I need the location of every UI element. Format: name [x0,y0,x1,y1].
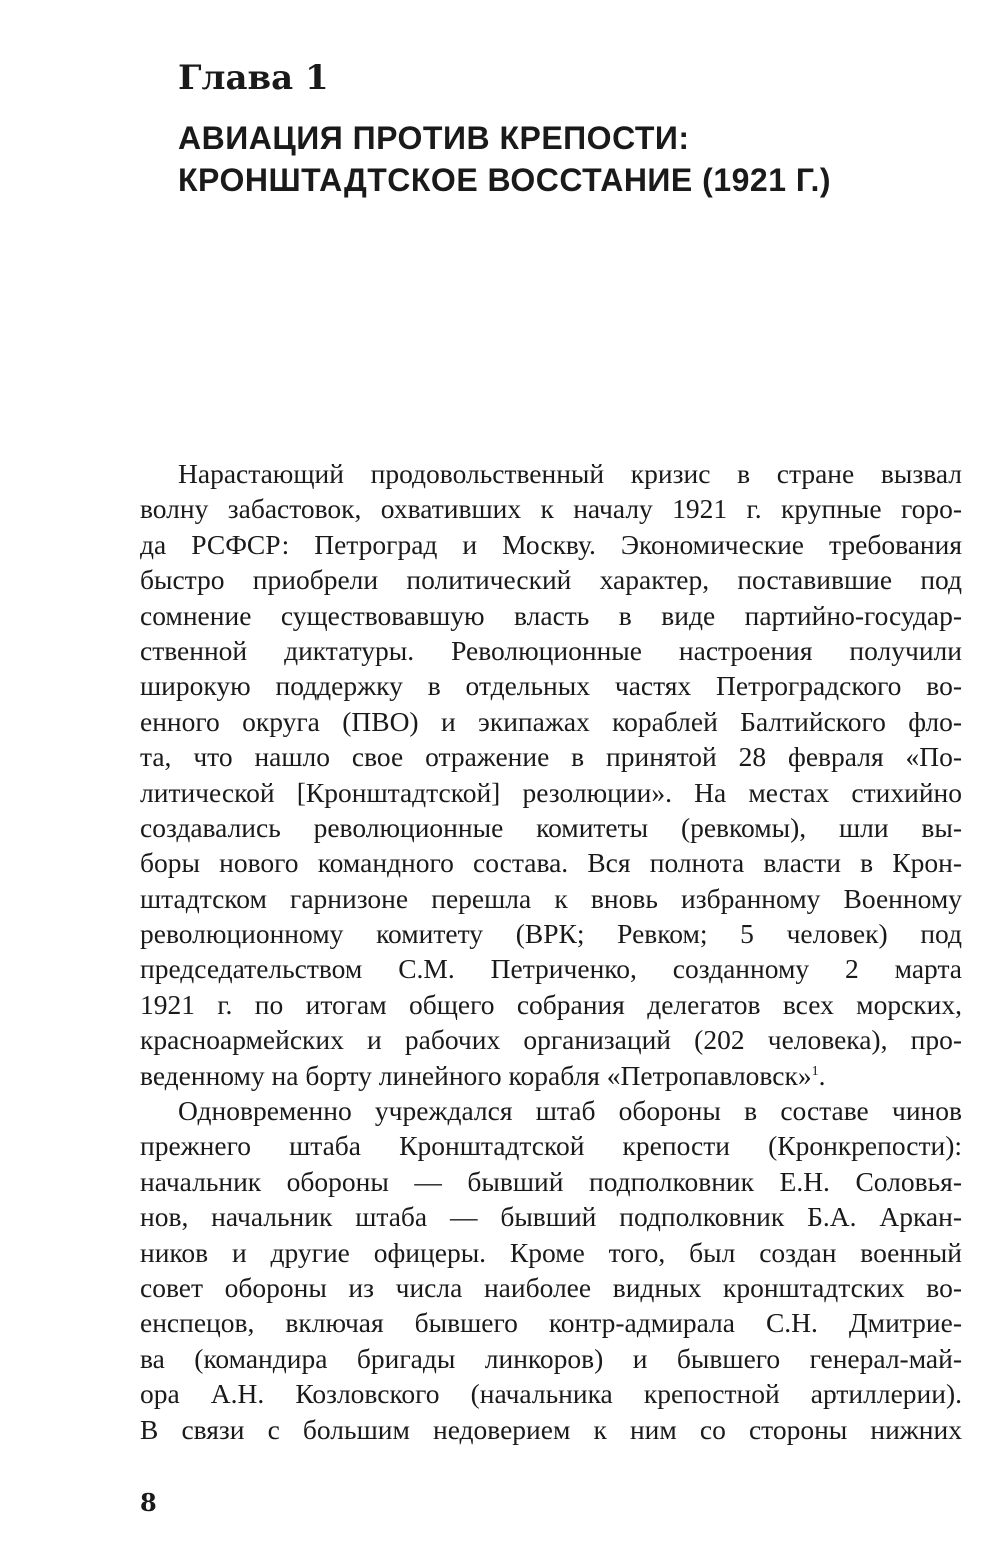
text-line: красноармейских и рабочих организаций (202 человека), про- [140,1024,962,1056]
body-text [140,456,962,1447]
line-end-punctuation: . [818,1059,826,1091]
text-line: ва (командира бригады линкоров) и бывшего генерал-май- [140,1342,962,1374]
text-line: Одновременно учреждался штаб обороны в составе чинов [178,1095,962,1127]
page-number: 8 [140,1488,157,1517]
text-line: Нарастающий продовольственный кризис в стране вызвал [178,458,962,489]
text-line: та, что нашло свое отражение в принятой 28 февраля «По- [140,741,962,773]
text-line: широкую поддержку в отдельных частях Петроградского во- [140,670,962,702]
text-line-last [140,1058,962,1093]
text-line: боры нового командного состава. Вся полнота власти в Крон- [140,847,962,879]
text-line: сомнение существовавшую власть в виде партийно-государ- [140,599,962,631]
footnote-ref[interactable]: 1 [811,1063,819,1079]
text-line: 1921 г. по итогам общего собрания делегатов всех морских, [140,988,962,1020]
text-line: председательством С.М. Петриченко, созданному 2 марта [140,953,962,985]
text-line: ников и другие офицеры. Кроме того, был создан военный [140,1236,962,1268]
text-line: ора А.Н. Козловского (начальника крепостной артиллерии). [140,1378,962,1410]
text-line: волну забастовок, охвативших к началу 1921 г. крупные горо- [140,493,962,525]
text-line: прежнего штаба Кронштадтской крепости (Кронкрепости): [140,1130,962,1162]
chapter-title [178,117,958,201]
text-line: штадтском гарнизоне перешла к вновь избранному Военному [140,882,962,914]
text-line: быстро приобрели политический характер, поставившие под [140,564,962,596]
text-line: енспецов, включая бывшего контр-адмирала С.Н. Дмитрие- [140,1307,962,1339]
text-line: В связи с большим недоверием к ним со стороны нижних [140,1413,962,1445]
text-line: нов, начальник штаба — бывший подполковник Б.А. Аркан- [140,1201,962,1233]
text-line-content: веденному на борту линейного корабля «Петропавловск» [140,1059,812,1091]
text-line: создавались революционные комитеты (ревкомы), шли вы- [140,811,962,843]
chapter-title-line: КРОНШТАДТСКОЕ ВОССТАНИЕ (1921 Г.) [178,162,832,198]
chapter-label: Глава 1 [178,58,329,98]
text-line: ственной диктатуры. Революционные настроения получили [140,634,962,666]
chapter-title-line: АВИАЦИЯ ПРОТИВ КРЕПОСТИ: [178,120,690,156]
text-line: революционному комитету (ВРК; Ревком; 5 человек) под [140,918,962,950]
text-line: литической [Кронштадтской] резолюции». На местах стихийно [140,776,962,808]
text-line: енного округа (ПВО) и экипажах кораблей Балтийского фло- [140,705,962,737]
text-line: начальник обороны — бывший подполковник Е.Н. Соловья- [140,1165,962,1197]
text-line: совет обороны из числа наиболее видных кронштадтских во- [140,1271,962,1303]
text-line: да РСФСР: Петроград и Москву. Экономические требования [140,528,962,560]
